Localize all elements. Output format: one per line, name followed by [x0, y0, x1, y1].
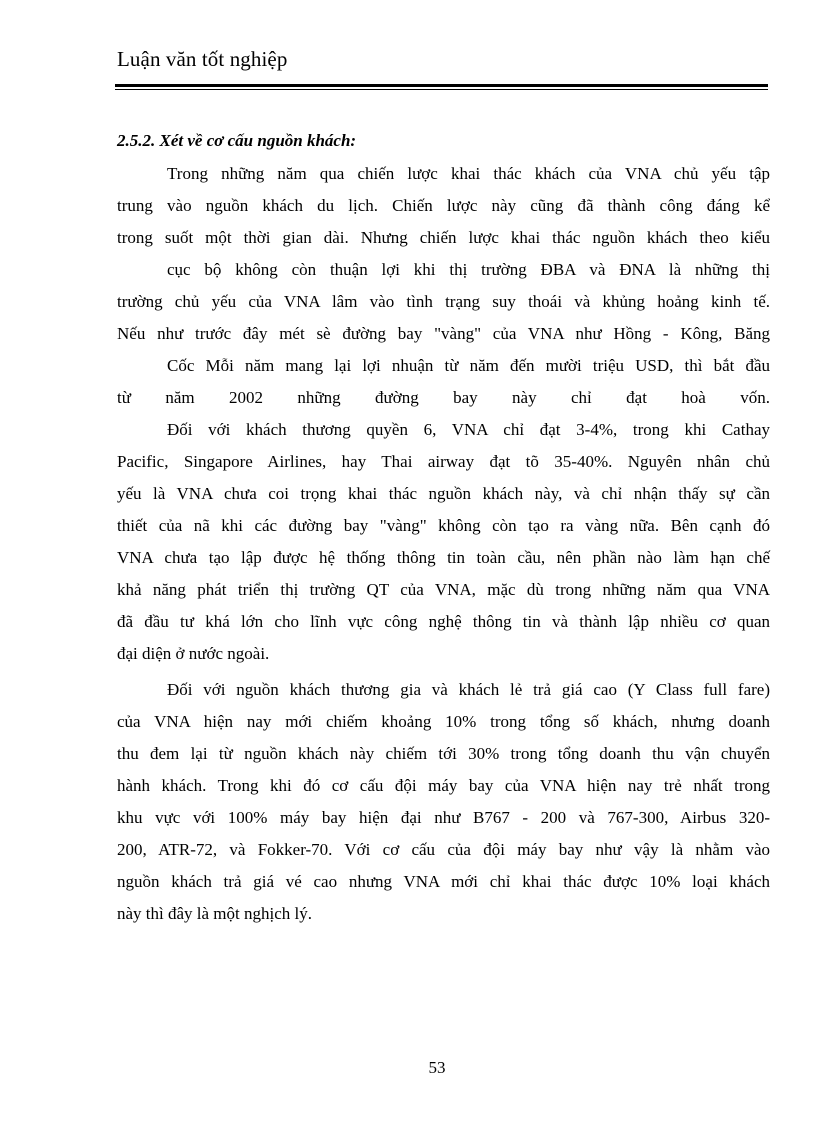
body-line: của VNA hiện nay mới chiếm khoảng 10% trong tổng số khách, nhưng doanh [117, 712, 770, 731]
body-line: từ năm 2002 những đường bay này chỉ đạt hoà vốn. [117, 388, 770, 407]
body-line: Đối với khách thương quyền 6, VNA chỉ đạt 3-4%, trong khi Cathay [167, 420, 770, 439]
body-line: khu vực với 100% máy bay hiện đại như B767 - 200 và 767-300, Airbus 320- [117, 808, 770, 827]
body-line: thiết của nã khi các đường bay "vàng" không còn tạo ra vàng nữa. Bên cạnh đó [117, 516, 770, 535]
page-number: 53 [428, 1058, 446, 1077]
body-line: yếu là VNA chưa coi trọng khai thác nguồn khách này, và chỉ nhận thấy sự cần [117, 484, 770, 503]
body-line: này thì đây là một nghịch lý. [117, 904, 312, 923]
body-line: trong suốt một thời gian dài. Nhưng chiến lược khai thác nguồn khách theo kiểu [117, 228, 770, 247]
body-line: Nếu như trước đây mét sè đường bay "vàng" của VNA như Hồng - Kông, Băng [117, 324, 770, 343]
body-line: Trong những năm qua chiến lược khai thác khách của VNA chủ yếu tập [167, 164, 770, 183]
body-line: đại diện ở nước ngoài. [117, 644, 270, 663]
body-line: trung vào nguồn khách du lịch. Chiến lược này cũng đã thành công đáng kể [117, 196, 770, 215]
body-line: VNA chưa tạo lập được hệ thống thông tin toàn cầu, nên phần nào làm hạn chế [117, 548, 770, 567]
page-header-title: Luận văn tốt nghiệp [117, 47, 288, 71]
body-line: 200, ATR-72, và Fokker-70. Với cơ cấu của đội máy bay như vậy là nhằm vào [117, 840, 770, 859]
section-heading: 2.5.2. Xét về cơ cấu nguồn khách: [117, 131, 357, 150]
body-line: cục bộ không còn thuận lợi khi thị trường ĐBA và ĐNA là những thị [167, 260, 770, 279]
header-rule-thin [115, 89, 768, 90]
body-line: khả năng phát triển thị trường QT của VNA, mặc dù trong những năm qua VNA [117, 580, 770, 599]
body-line: nguồn khách trả giá vé cao nhưng VNA mới chỉ khai thác được 10% loại khách [117, 872, 770, 891]
body-line: Đối với nguồn khách thương gia và khách lẻ trả giá cao (Y Class full fare) [167, 680, 770, 699]
body-line: Pacific, Singapore Airlines, hay Thai airway đạt tõ 35-40%. Nguyên nhân chủ [117, 452, 770, 471]
body-line: Cốc Mỗi năm mang lại lợi nhuận từ năm đến mười triệu USD, thì bắt đầu [167, 356, 770, 375]
body-line: đã đầu tư khá lớn cho lĩnh vực công nghệ thông tin và thành lập nhiều cơ quan [117, 612, 770, 631]
body-line: hành khách. Trong khi đó cơ cấu đội máy bay của VNA hiện nay trẻ nhất trong [117, 776, 770, 795]
body-line: trường chủ yếu của VNA lâm vào tình trạng suy thoái và khủng hoảng kinh tế. [117, 292, 770, 311]
header-rule-thick [115, 84, 768, 87]
body-line: thu đem lại từ nguồn khách này chiếm tới 30% trong tổng doanh thu vận chuyển [117, 744, 770, 763]
